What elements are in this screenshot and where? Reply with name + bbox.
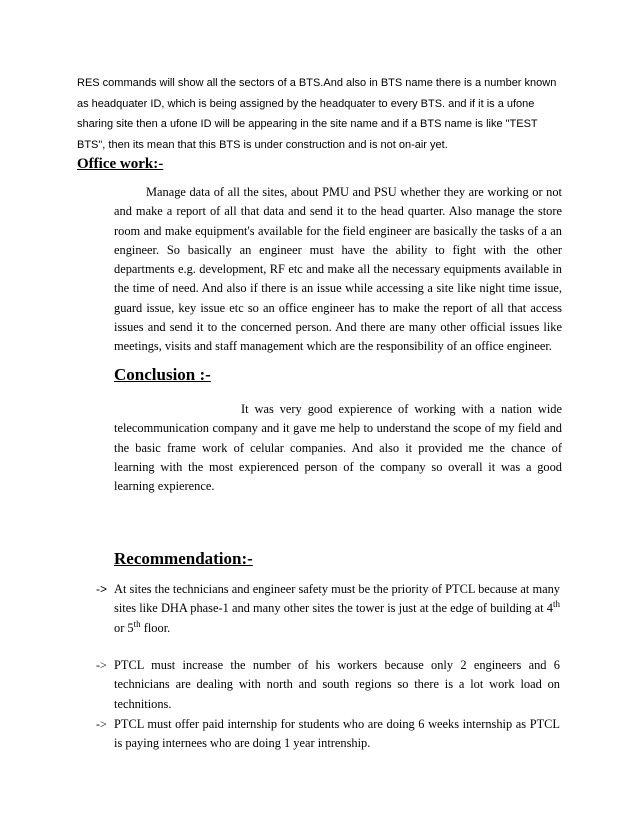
arrow-bullet: -> <box>96 658 107 672</box>
recommendation-heading: Recommendation:- <box>114 549 253 568</box>
conclusion-paragraph: It was very good expierence of working with a nation wide telecommunication company and it gave me help to understand the scope of my field and the basic frame work of celular companies. And also it provided me the chance of learning with the most expierenced person of the company so overall it was a good learning expierence. <box>114 402 562 494</box>
recommendation-text-1b: or 5 <box>114 620 134 635</box>
ordinal-suffix: th <box>552 599 560 610</box>
recommendation-text-1a: At sites the technicians and engineer safety must be the priority of PTCL because at many sites like DHA phase-1 and many other sites the tower is just at the edge of building at 4 <box>114 582 560 616</box>
office-work-paragraph: Manage data of all the sites, about PMU and PSU whether they are working or not and make a report of all that data and send it to the head quarter. Also manage the store room and make equipment's available for the field engineer are basically the tasks of a an engineer. So basically an engineer must have the ability to fight with the other departments e.g. development, RF etc and make all the necessary equipments available in the time of need. And also if there is an issue while accessing a site like night time issue, guard issue, key issue etc so an office engineer has to make the report of all that access issues and send it to the concerned person. And there are many other official issues like meetings, visits and staff management which are the responsibility of an office engineer. <box>114 185 562 354</box>
recommendation-item-3 <box>96 715 566 757</box>
recommendation-item-2 <box>96 656 566 716</box>
arrow-bullet: -> <box>96 582 108 596</box>
recommendation-item-1 <box>96 580 566 642</box>
recommendation-text-1c: floor. <box>140 620 171 635</box>
recommendation-text-3: PTCL must offer paid internship for students who are doing 6 weeks internship as PTCL is paying internees who are doing 1 year intrenship. <box>114 717 560 751</box>
office-work-heading: Office work:- <box>77 156 164 172</box>
intro-paragraph: RES commands will show all the sectors of a BTS.And also in BTS name there is a number known as headquater ID, which is being assigned by the headquater to every BTS. and if it is a ufone sharing site then a ufone ID will be appearing in the site name and if a BTS name is like "TEST BTS", then its mean that this BTS is under construction and is not on-air yet. <box>77 77 557 151</box>
conclusion-heading: Conclusion :- <box>114 365 211 384</box>
recommendation-text-1 <box>114 580 560 638</box>
ordinal-suffix: th <box>133 618 141 629</box>
recommendation-text-2: PTCL must increase the number of his workers because only 2 engineers and 6 technicians are dealing with north and south regions so there is a lot work load on technitions. <box>114 658 560 711</box>
arrow-bullet: -> <box>96 717 107 731</box>
